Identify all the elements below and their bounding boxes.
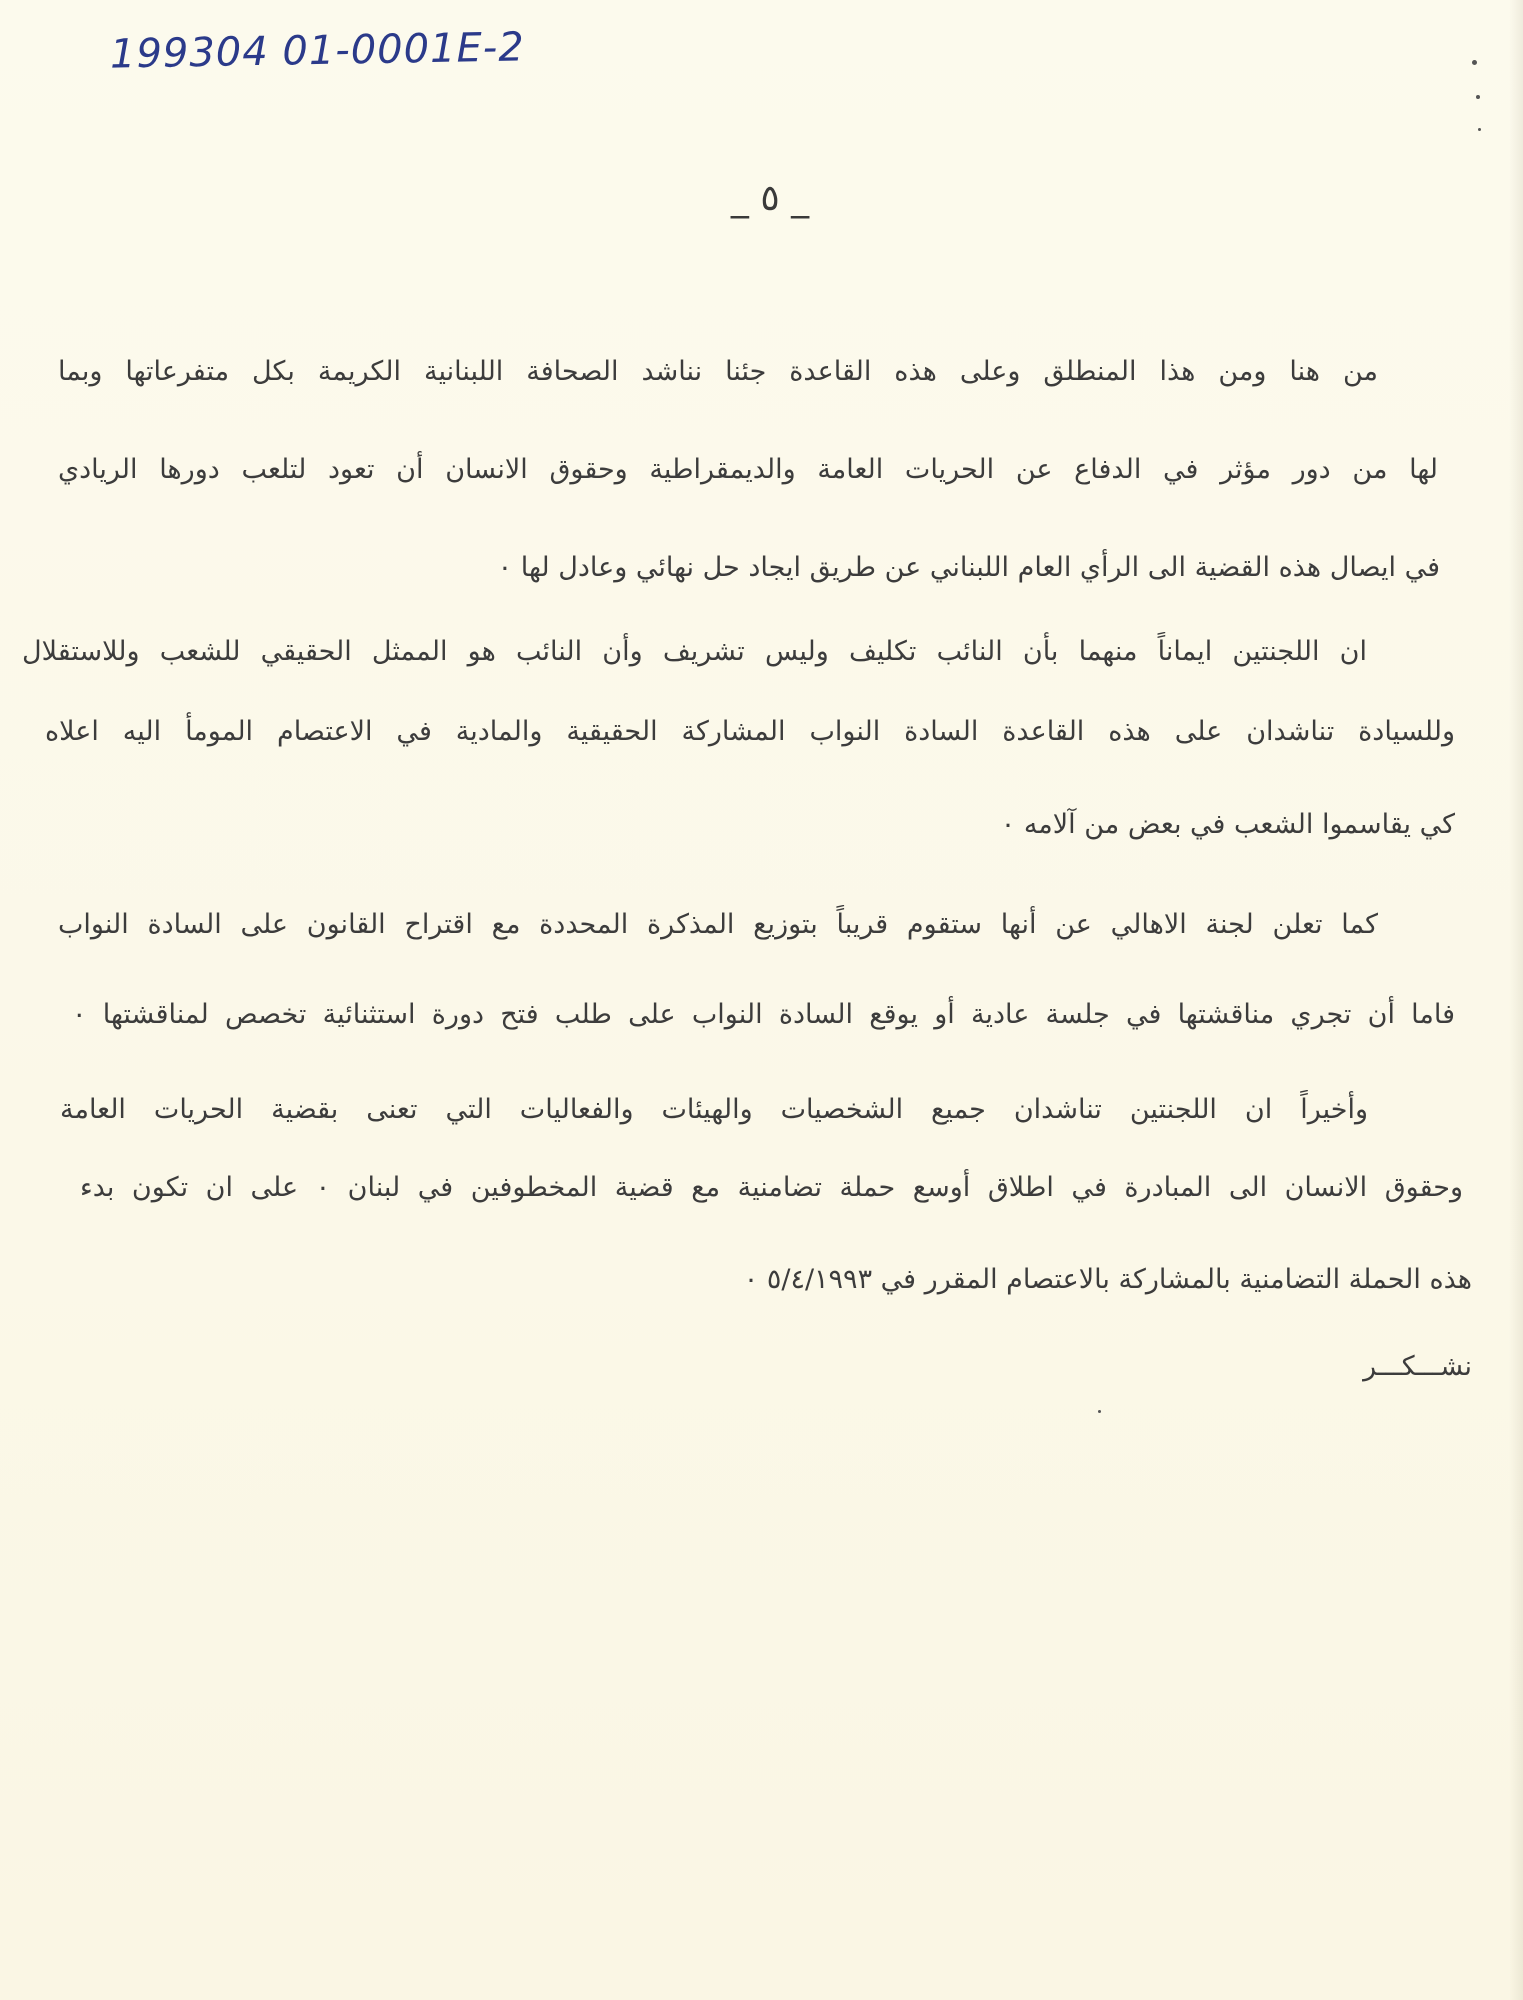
body-line-9: وأخيراً ان اللجنتين تناشدان جميع الشخصيات والهيئات والفعاليات التي تعنى بقضية الحريات العامة: [60, 1094, 1368, 1125]
body-line-7: كما تعلن لجنة الاهالي عن أنها ستقوم قريباً بتوزيع المذكرة المحددة مع اقتراح القانون على السادة النواب: [58, 909, 1378, 940]
body-line-2: لها من دور مؤثر في الدفاع عن الحريات العامة والديمقراطية وحقوق الانسان أن تعود لتلعب دورها الريادي: [58, 454, 1438, 485]
body-line-11: هذه الحملة التضامنية بالمشاركة بالاعتصام المقرر في ٥/٤/١٩٩٣ ٠: [743, 1264, 1472, 1295]
paper-speck: [1476, 95, 1480, 99]
body-line-8: فاما أن تجري مناقشتها في جلسة عادية أو يوقع السادة النواب على طلب فتح دورة استثنائية تخصص لمناقشتها ٠: [72, 999, 1455, 1030]
paper-speck: [1098, 1410, 1101, 1413]
reference-number: 199304 01-0001E-2: [109, 24, 526, 78]
body-line-1: من هنا ومن هذا المنطلق وعلى هذه القاعدة جئنا نناشد الصحافة اللبنانية الكريمة بكل متفرعاتها وبما: [58, 356, 1378, 387]
body-line-12: نشـــكـــر: [1363, 1351, 1472, 1382]
body-line-4: ان اللجنتين ايماناً منهما بأن النائب تكليف وليس تشريف وأن النائب هو الممثل الحقيقي للشعب وللاستقلال: [22, 636, 1367, 667]
paper-speck: [1472, 60, 1477, 65]
paper-speck: [1478, 128, 1481, 131]
body-line-6: كي يقاسموا الشعب في بعض من آلامه ٠: [1000, 809, 1455, 840]
body-line-10: وحقوق الانسان الى المبادرة في اطلاق أوسع حملة تضامنية مع قضية المخطوفين في لبنان ٠ على ان تكون بدء: [80, 1172, 1463, 1203]
body-line-5: وللسيادة تناشدان على هذه القاعدة السادة النواب المشاركة الحقيقية والمادية في الاعتصام المومأ اليه اعلاه: [45, 716, 1455, 747]
page-number: _ ٥ _: [730, 178, 810, 219]
body-line-3: في ايصال هذه القضية الى الرأي العام اللبناني عن طريق ايجاد حل نهائي وعادل لها ٠: [497, 552, 1440, 583]
